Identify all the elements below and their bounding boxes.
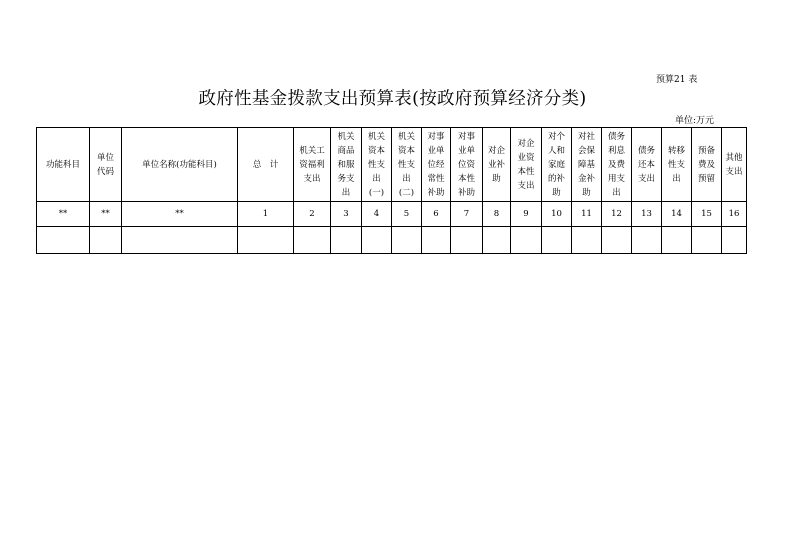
empty-cell bbox=[692, 227, 722, 254]
unit-label: 单位:万元 bbox=[675, 116, 715, 126]
table-cell: 2 bbox=[294, 202, 331, 227]
column-header bbox=[722, 128, 747, 202]
empty-cell bbox=[37, 227, 90, 254]
header-line: 用支 bbox=[607, 173, 625, 184]
header-line: 支出 bbox=[517, 180, 535, 191]
table-cell: 15 bbox=[692, 202, 722, 227]
budget-table bbox=[36, 127, 747, 254]
header-line: 对企 bbox=[517, 138, 535, 149]
table-cell: 10 bbox=[542, 202, 572, 227]
empty-cell bbox=[662, 227, 692, 254]
header-line: 机关 bbox=[367, 131, 385, 142]
column-header bbox=[122, 128, 238, 202]
header-line: 性支 bbox=[397, 159, 415, 170]
header-line: 补助 bbox=[427, 187, 445, 198]
header-line: 机关工 bbox=[299, 145, 325, 156]
header-line: 其他 bbox=[725, 152, 743, 163]
header-line: 会保 bbox=[577, 145, 595, 156]
table-cell: 9 bbox=[511, 202, 542, 227]
header-line: 转移 bbox=[667, 145, 685, 156]
empty-cell bbox=[722, 227, 747, 254]
table-row-index bbox=[37, 202, 747, 227]
header-line: 障基 bbox=[577, 159, 595, 170]
header-line: 对企 bbox=[487, 145, 505, 156]
header-line: 预留 bbox=[697, 173, 715, 184]
table-cell: ** bbox=[37, 202, 90, 227]
table-header-row bbox=[37, 128, 747, 202]
column-header bbox=[572, 128, 602, 202]
header-line: 助 bbox=[492, 173, 501, 184]
table-cell: 14 bbox=[662, 202, 692, 227]
header-line: 对事 bbox=[457, 131, 475, 142]
header-line: 利息 bbox=[607, 145, 625, 156]
column-header bbox=[692, 128, 722, 202]
table-cell: 4 bbox=[362, 202, 392, 227]
header-line: 补助 bbox=[457, 187, 475, 198]
header-line: 位经 bbox=[427, 159, 445, 170]
header-line: 业资 bbox=[517, 152, 535, 163]
header-line: 功能科目 bbox=[45, 159, 80, 170]
empty-cell bbox=[602, 227, 632, 254]
table-cell: ** bbox=[90, 202, 122, 227]
column-header bbox=[422, 128, 451, 202]
column-header bbox=[632, 128, 662, 202]
header-line: 出 bbox=[341, 187, 351, 198]
column-header bbox=[451, 128, 483, 202]
table-cell: 6 bbox=[422, 202, 451, 227]
column-header bbox=[511, 128, 542, 202]
header-line: 常性 bbox=[427, 173, 445, 184]
header-line: 总 计 bbox=[252, 159, 279, 170]
empty-cell bbox=[238, 227, 294, 254]
header-line: 助 bbox=[582, 187, 591, 198]
header-line: 对个 bbox=[547, 131, 565, 142]
header-line: 资本 bbox=[367, 145, 385, 156]
header-line: 预备 bbox=[697, 145, 715, 156]
table-cell: 8 bbox=[483, 202, 511, 227]
header-line: 资本 bbox=[397, 145, 415, 156]
header-line: 出 bbox=[372, 173, 381, 184]
empty-cell bbox=[483, 227, 511, 254]
table-cell: 13 bbox=[632, 202, 662, 227]
header-line: 债务 bbox=[607, 131, 625, 142]
empty-cell bbox=[572, 227, 602, 254]
empty-cell bbox=[422, 227, 451, 254]
table-cell: 12 bbox=[602, 202, 632, 227]
header-line: 支出 bbox=[725, 166, 743, 177]
header-line: 家庭 bbox=[547, 159, 565, 170]
column-header bbox=[362, 128, 392, 202]
header-line: 务支 bbox=[337, 173, 355, 184]
header-line: 业补 bbox=[487, 159, 505, 170]
empty-cell bbox=[90, 227, 122, 254]
table-cell: 3 bbox=[331, 202, 362, 227]
header-line: 机关 bbox=[337, 131, 355, 142]
table-cell: 16 bbox=[722, 202, 747, 227]
column-header bbox=[662, 128, 692, 202]
header-line: 还本 bbox=[637, 159, 655, 170]
header-line: 和服 bbox=[337, 159, 355, 170]
header-line: 对事 bbox=[427, 131, 445, 142]
header-line: 支出 bbox=[303, 173, 321, 184]
empty-cell bbox=[122, 227, 238, 254]
column-header bbox=[602, 128, 632, 202]
empty-cell bbox=[542, 227, 572, 254]
header-line: 债务 bbox=[637, 145, 655, 156]
column-header bbox=[331, 128, 362, 202]
empty-cell bbox=[451, 227, 483, 254]
header-line: 出 bbox=[612, 187, 621, 198]
header-line: 单位名称(功能科目) bbox=[142, 159, 217, 170]
table-cell: 1 bbox=[238, 202, 294, 227]
header-line: (一) bbox=[368, 187, 385, 198]
table-cell: ** bbox=[122, 202, 238, 227]
header-line: 机关 bbox=[397, 131, 415, 142]
header-line: 资福利 bbox=[299, 159, 325, 170]
column-header bbox=[483, 128, 511, 202]
header-line: 业单 bbox=[457, 145, 475, 156]
header-line: 人和 bbox=[547, 145, 565, 156]
column-header bbox=[294, 128, 331, 202]
form-number: 预算21 表 bbox=[656, 75, 698, 85]
header-line: 助 bbox=[552, 187, 561, 198]
header-line: 本性 bbox=[517, 166, 535, 177]
header-line: 性支 bbox=[667, 159, 685, 170]
empty-cell bbox=[511, 227, 542, 254]
header-line: (二) bbox=[398, 187, 415, 198]
column-header bbox=[392, 128, 422, 202]
empty-cell bbox=[331, 227, 362, 254]
header-line: 性支 bbox=[367, 159, 385, 170]
header-line: 本性 bbox=[457, 173, 475, 184]
header-line: 费及 bbox=[697, 159, 715, 170]
column-header bbox=[37, 128, 90, 202]
table-cell: 7 bbox=[451, 202, 483, 227]
empty-cell bbox=[362, 227, 392, 254]
header-line: 单位 bbox=[96, 152, 114, 163]
header-line: 代码 bbox=[96, 166, 114, 177]
header-line: 支出 bbox=[637, 173, 655, 184]
empty-cell bbox=[632, 227, 662, 254]
page-title: 政府性基金拨款支出预算表(按政府预算经济分类) bbox=[198, 89, 587, 109]
header-line: 金补 bbox=[577, 173, 595, 184]
empty-cell bbox=[294, 227, 331, 254]
column-header bbox=[90, 128, 122, 202]
header-line: 出 bbox=[402, 173, 411, 184]
header-line: 对社 bbox=[577, 131, 595, 142]
header-line: 出 bbox=[672, 173, 681, 184]
header-line: 位资 bbox=[457, 159, 475, 170]
column-header bbox=[238, 128, 294, 202]
header-line: 商品 bbox=[337, 145, 355, 156]
header-line: 及费 bbox=[607, 159, 625, 170]
table-row-empty bbox=[37, 227, 747, 254]
empty-cell bbox=[392, 227, 422, 254]
table-cell: 5 bbox=[392, 202, 422, 227]
header-line: 的补 bbox=[547, 173, 565, 184]
column-header bbox=[542, 128, 572, 202]
header-line: 业单 bbox=[427, 145, 445, 156]
table-cell: 11 bbox=[572, 202, 602, 227]
